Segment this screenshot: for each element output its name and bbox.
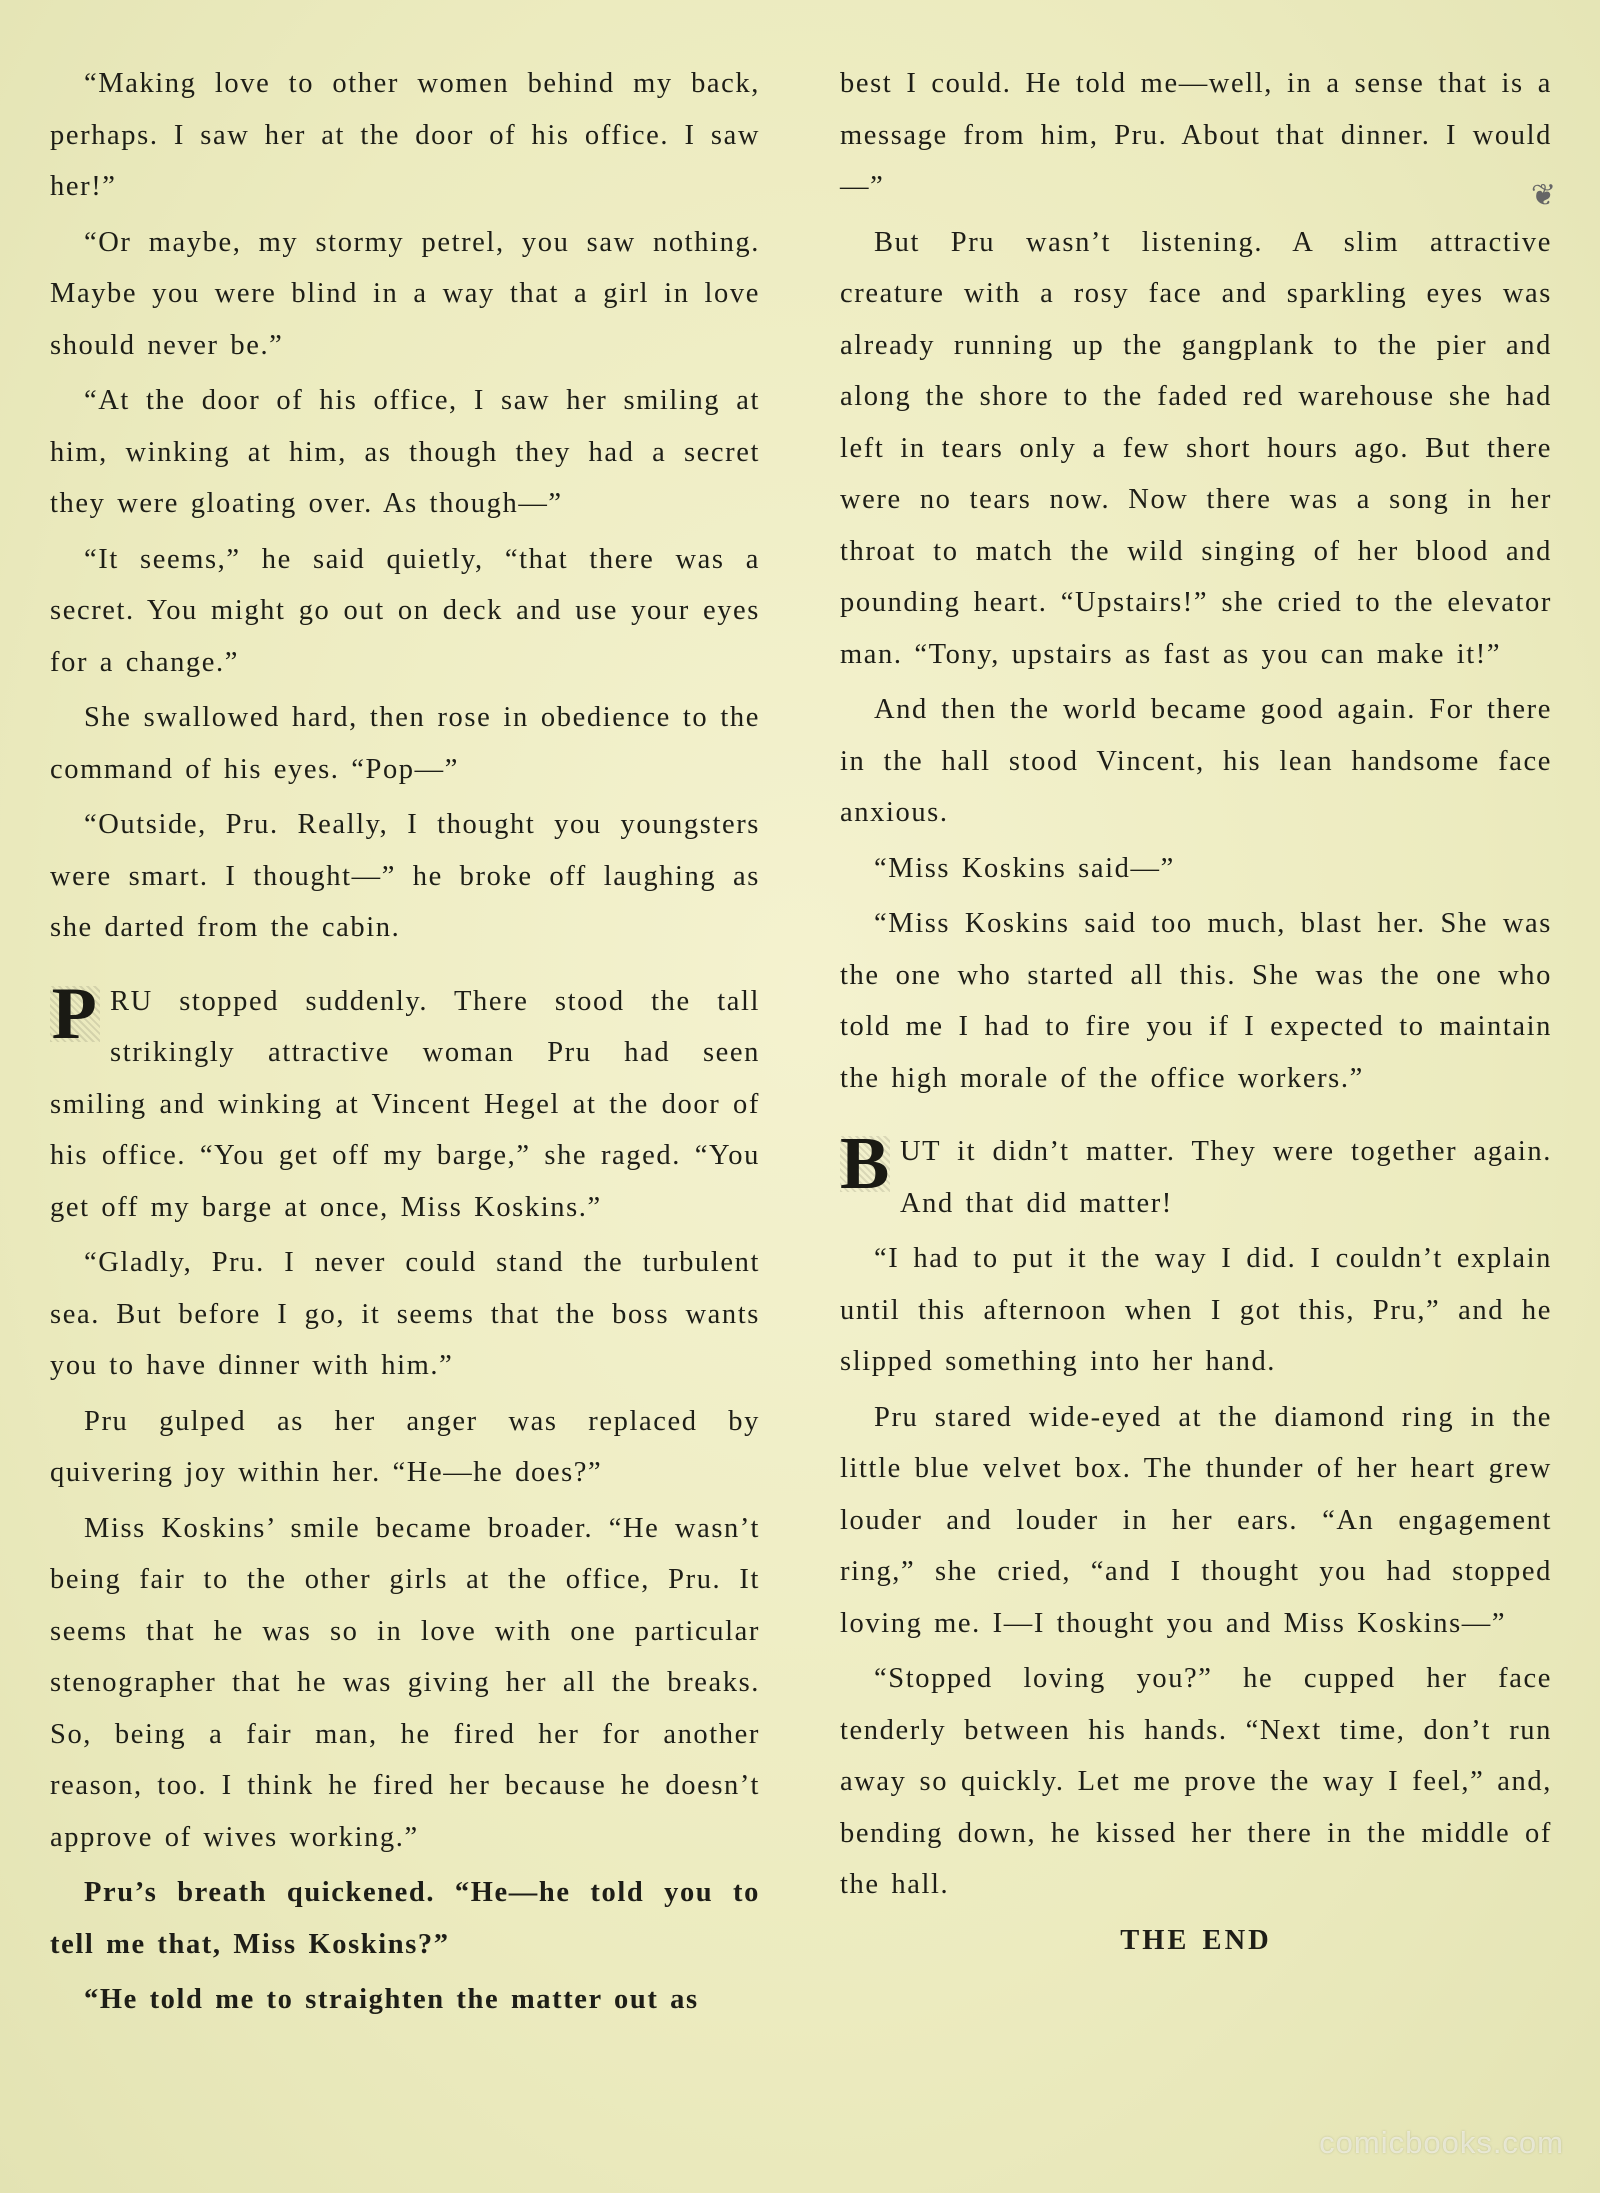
right-paragraph-9: “Stopped loving you?” he cupped her face tenderly between his hands. “Next time, don’t run away so quickly. Let me prove the way I feel,” and, bending down, he kissed her there in the middle of the hall. (840, 1663, 1552, 1900)
drop-cap-b: B (840, 1123, 891, 1205)
right-paragraph-1: best I could. He told me—well, in a sense that is a message from him, Pru. About that dinner. I would—” (840, 68, 1552, 202)
left-paragraph-7-text: RU stopped suddenly. There stood the tall strikingly attractive woman Pru had seen smiling and winking at Vincent Hegel at the door of his office. “You get off my barge,” she raged. “You get off my barge at once, Miss Koskins.” (50, 985, 760, 1223)
drop-cap-p: P (51, 972, 99, 1055)
left-paragraph-8: “Gladly, Pru. I never could stand the turbulent sea. But before I go, it seems that the boss wants you to have dinner with him.” (50, 1247, 760, 1381)
right-paragraph-8: Pru stared wide-eyed at the diamond ring in the little blue velvet box. The thunder of her heart grew louder and louder in her ears. “An engagement ring,” she cried, “and I thought you had stopped loving me. I—I thought you and Miss Koskins—” (840, 1401, 1552, 1639)
watermark: comicbooks.com (1319, 2125, 1564, 2160)
right-paragraph-7: “I had to put it the way I did. I couldn’t explain until this afternoon when I got this, Pru,” and he slipped something into her hand. (840, 1243, 1552, 1377)
left-paragraph-2: “Or maybe, my stormy petrel, you saw nothing. Maybe you were blind in a way that a girl in love should never be.” (50, 226, 760, 361)
left-paragraph-12: “He told me to straighten the matter out as (84, 1984, 699, 2015)
left-column (50, 58, 760, 2030)
right-column (840, 58, 1552, 1970)
left-paragraph-3: “At the door of his office, I saw her smiling at him, winking at him, as though they had a secret they were gloating over. As though—” (50, 385, 760, 519)
left-paragraph-1: “Making love to other women behind my back, perhaps. I saw her at the door of his office. I saw her!” (50, 68, 760, 202)
right-paragraph-6 (840, 1123, 1552, 1229)
left-paragraph-7 (50, 972, 760, 1234)
the-end-label: THE END (1120, 1924, 1272, 1956)
left-paragraph-4: “It seems,” he said quietly, “that there was a secret. You might go out on deck and use your eyes for a change.” (50, 543, 760, 678)
right-paragraph-2: But Pru wasn’t listening. A slim attractive creature with a rosy face and sparkling eyes was already running up the gangplank to the pier and along the shore to the faded red warehouse she had left in tears only a few short hours ago. But there were no tears now. Now there was a song in her throat to match the wild singing of her blood and pounding heart. “Upstairs!” she cried to the elevator man. “Tony, upstairs as fast as you can make it!” (840, 226, 1552, 670)
left-paragraph-11: Pru’s breath quickened. “He—he told you to tell me that, Miss Koskins?” (50, 1877, 760, 1960)
right-paragraph-5: “Miss Koskins said too much, blast her. She was the one who started all this. She was the one who told me I had to fire you if I expected to maintain the high morale of the office workers.” (840, 908, 1552, 1094)
right-paragraph-3: And then the world became good again. For there in the hall stood Vincent, his lean handsome face anxious. (840, 694, 1552, 828)
margin-ornament-icon: ❦ (1530, 179, 1556, 212)
left-paragraph-5: She swallowed hard, then rose in obedience to the command of his eyes. “Pop—” (50, 702, 760, 785)
left-paragraph-10: Miss Koskins’ smile became broader. “He wasn’t being fair to the other girls at the office, Pru. It seems that he was so in love with one particular stenographer that he was giving her all the breaks. So, being a fair man, he fired her for another reason, too. I think he fired her because he doesn’t approve of wives working.” (50, 1512, 760, 1853)
right-paragraph-6-text: UT it didn’t matter. They were together again. And that did matter! (900, 1136, 1552, 1219)
left-paragraph-6: “Outside, Pru. Really, I thought you youngsters were smart. I thought—” he broke off laughing as she darted from the cabin. (50, 809, 760, 943)
left-paragraph-9: Pru gulped as her anger was replaced by quivering joy within her. “He—he does?” (50, 1405, 760, 1488)
right-paragraph-4: “Miss Koskins said—” (874, 852, 1175, 884)
